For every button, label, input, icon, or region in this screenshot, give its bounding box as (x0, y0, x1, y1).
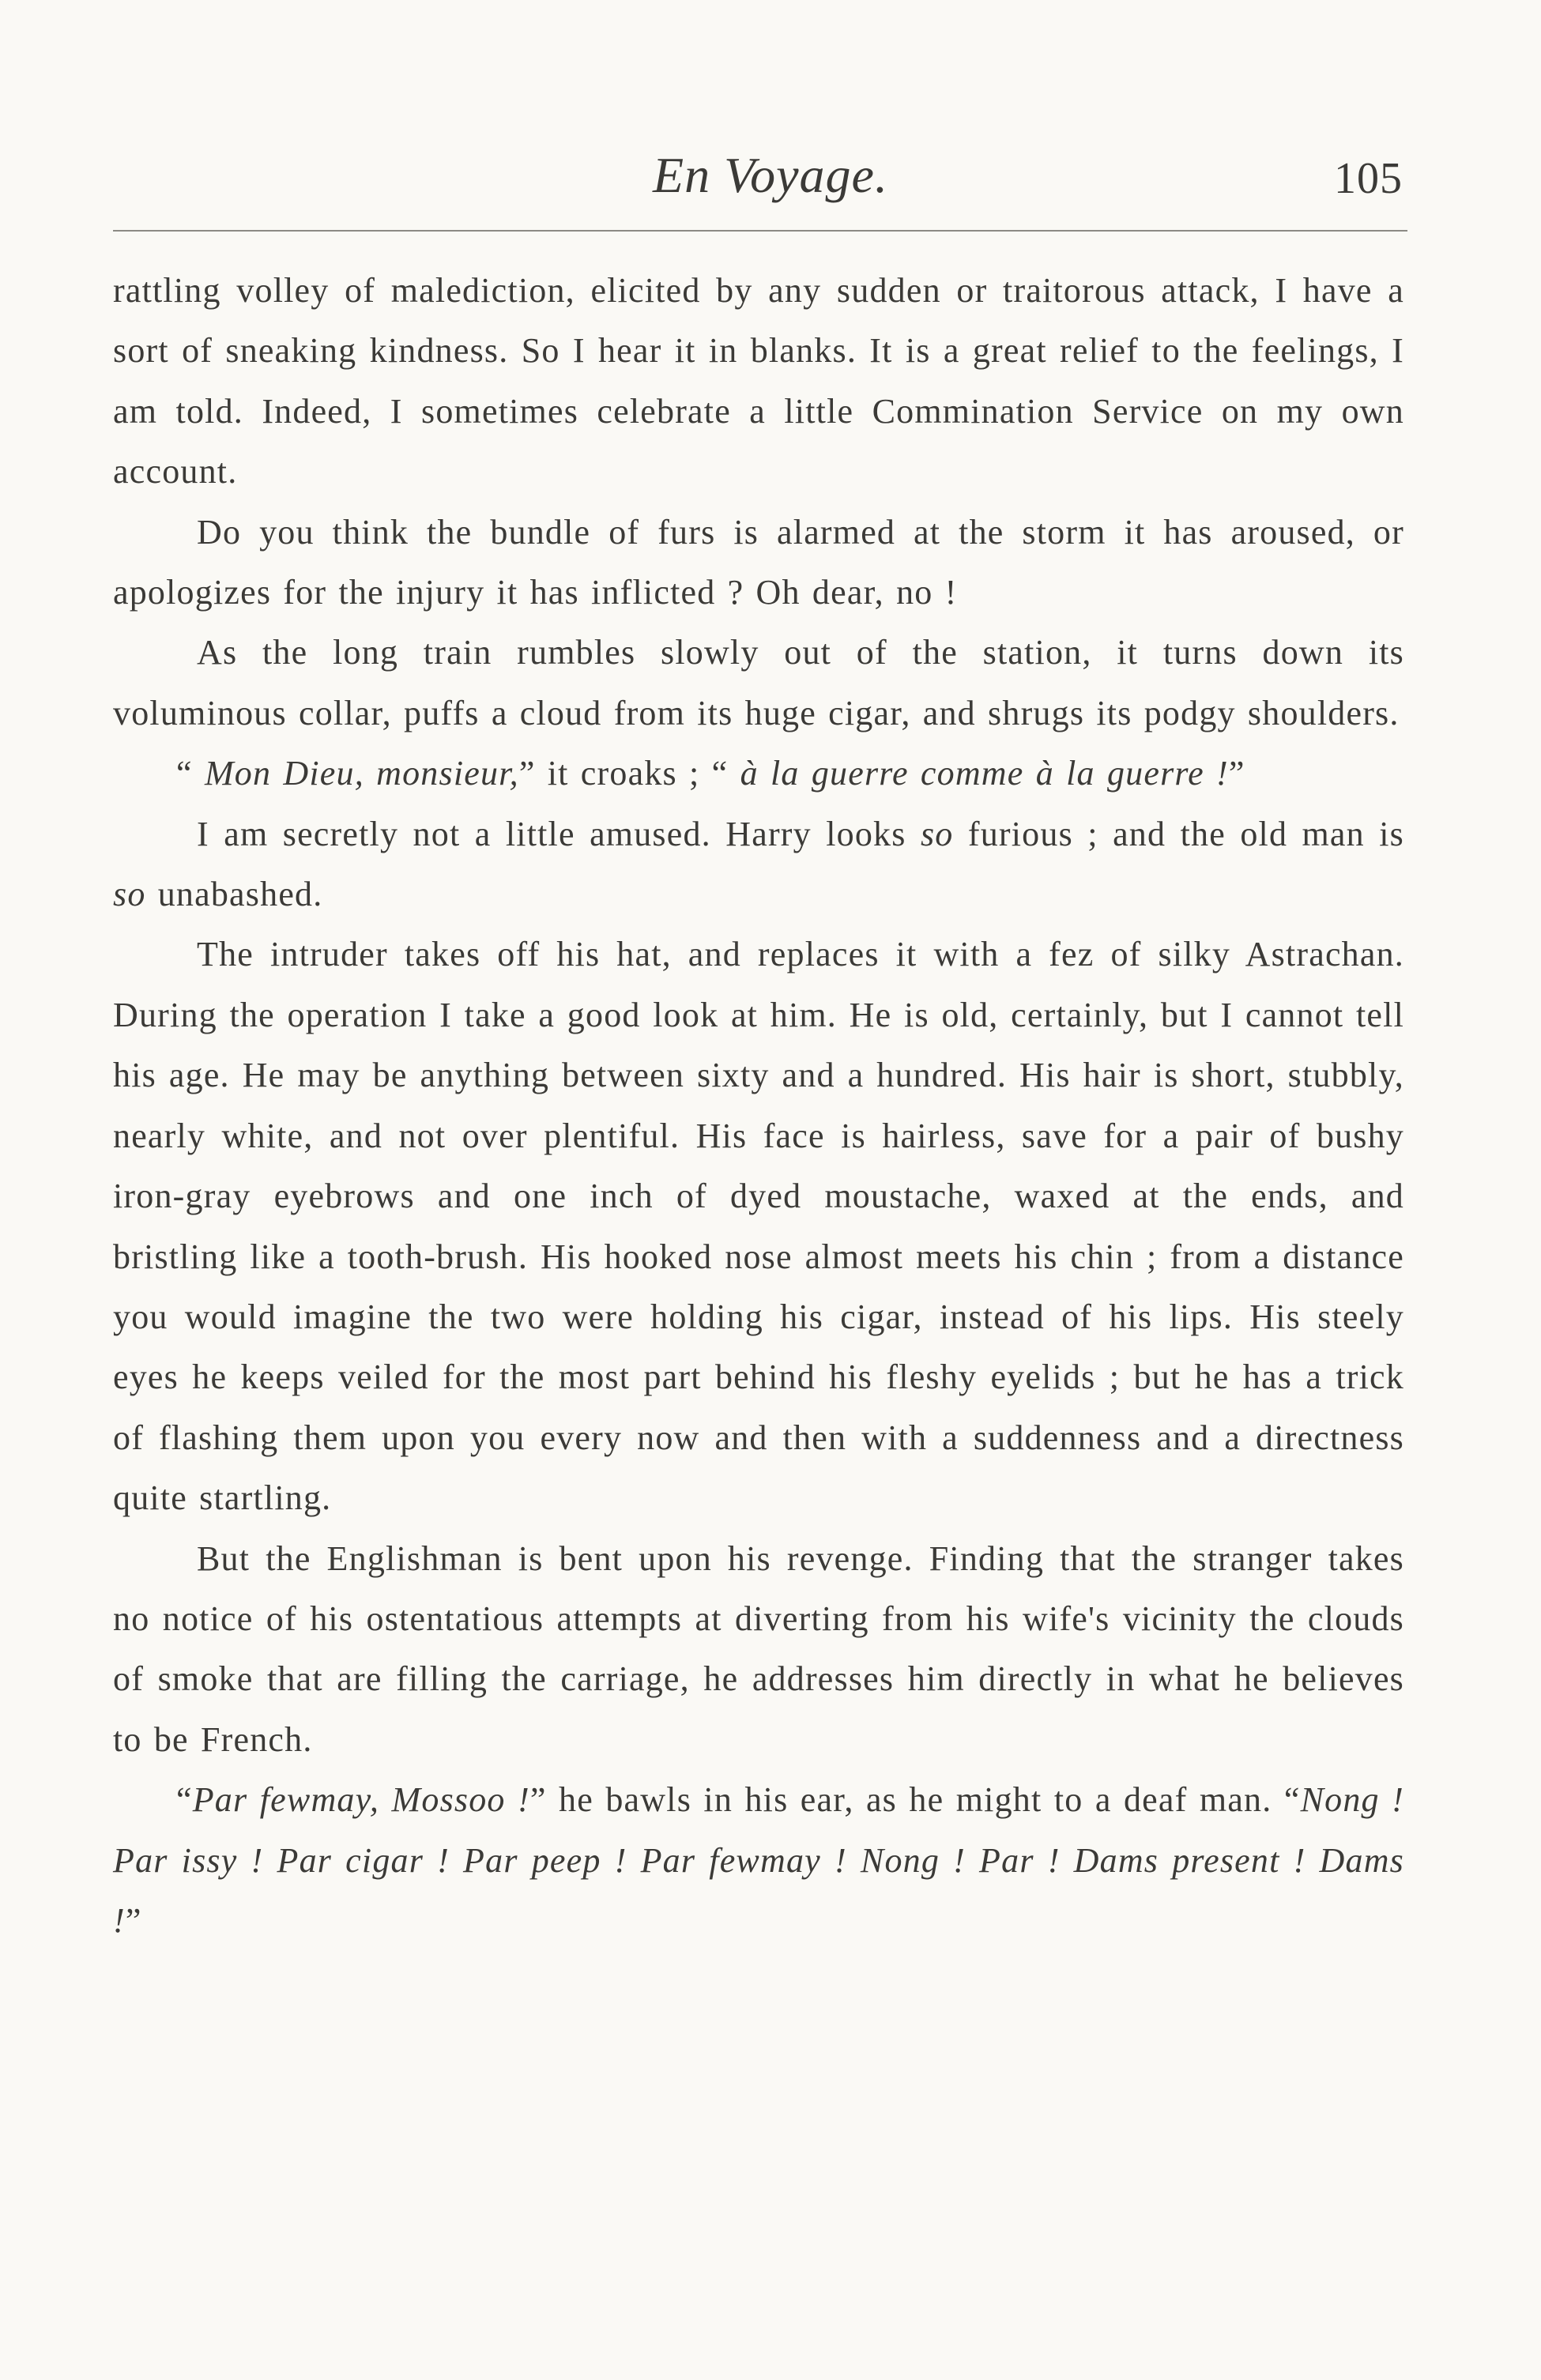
italic-speech: Par fewmay, Mossoo ! (192, 1780, 530, 1820)
paragraph: rattling volley of malediction, elicited by any sudden or traitorous attack, I have a sort of sneaking kindness. So I hear it in blanks. It is a great relief to the feelings, I am told. Indeed, I sometimes celebrate a little Commination Service on my own account. (113, 271, 1404, 491)
text-run: ” he bawls in his ear, as he might to a deaf man. “ (529, 1780, 1301, 1820)
text-run: furious ; and the old man is (953, 814, 1404, 853)
page-number: 105 (1334, 154, 1403, 203)
italic-french-phrase: Mon Dieu, monsieur, (204, 754, 519, 793)
text-run: ” (125, 1900, 142, 1940)
italic-french-phrase: à la guerre comme à la guerre ! (740, 754, 1229, 793)
text-run: ” it croaks ; “ (518, 754, 740, 793)
running-head (0, 144, 1541, 207)
running-title: En Voyage. (653, 147, 888, 203)
paragraph: As the long train rumbles slowly out of the station, it turns down its voluminous collar, puffs a cloud from its huge cigar, and shrugs its podgy shoulders. (113, 633, 1404, 732)
paragraph: Do you think the bundle of furs is alarmed at the storm it has aroused, or apologizes for the injury it has inflicted ? Oh dear, no ! (113, 512, 1404, 612)
text-run: unabashed. (145, 875, 323, 914)
paragraph: But the Englishman is bent upon his revenge. Finding that the stranger takes no notice of his ostentatious attempts at diverting from his wife's vicinity the clouds of smoke that are filling the carriage, he addresses him directly in what he believes to be French. (113, 1538, 1404, 1759)
paragraph-dialogue (113, 1770, 1404, 1951)
paragraph-dialogue (113, 744, 1404, 804)
text-run: I am secretly not a little amused. Harry looks (197, 814, 921, 853)
paragraph: The intruder takes off his hat, and replaces it with a fez of silky Astrachan. During the operation I take a good look at him. He is old, certainly, but I cannot tell his age. He may be anything between sixty and a hundred. His hair is short, stubbly, nearly white, and not over plentiful. His face is hairless, save for a pair of bushy iron-gray eyebrows and one inch of dyed moustache, waxed at the ends, and bristling like a tooth-brush. His hooked nose almost meets his chin ; from a distance you would imagine the two were holding his cigar, instead of his lips. His steely eyes he keeps veiled for the most part behind his fleshy eyelids ; but he has a trick of flashing them upon you every now and then with a suddenness and a directness quite startling. (113, 935, 1404, 1518)
header-rule (113, 230, 1407, 232)
paragraph (113, 804, 1404, 925)
body-text (113, 261, 1404, 1951)
italic-emphasis: so (113, 875, 146, 914)
text-run: ” (1228, 754, 1245, 793)
italic-speech: Nong ! Par issy ! Par cigar ! Par peep ! Par fewmay ! Nong ! Par ! Dams present ! Dams ! (113, 1780, 1404, 1940)
text-run: “ (176, 1780, 193, 1820)
italic-emphasis: so (920, 814, 954, 853)
text-run: “ (176, 754, 205, 793)
